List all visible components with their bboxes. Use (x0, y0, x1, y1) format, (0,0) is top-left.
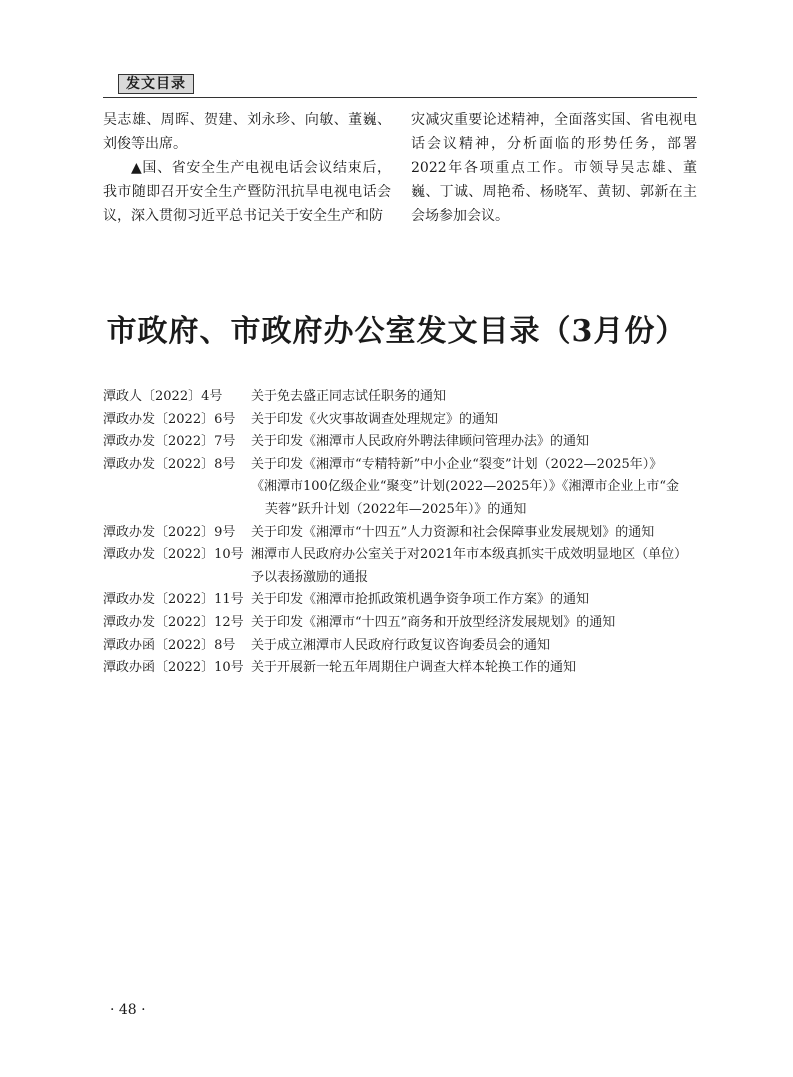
catalog-entry (103, 635, 703, 658)
catalog-list (103, 386, 703, 680)
catalog-entry (103, 522, 703, 545)
catalog-title: 市政府、市政府办公室发文目录（3月份） (106, 314, 687, 349)
document-title-line: 关于成立湘潭市人民政府行政复议咨询委员会的通知 (251, 637, 551, 653)
document-title (251, 589, 703, 612)
catalog-entry (103, 386, 703, 409)
document-number: 潭政办发〔2022〕10号 (103, 547, 244, 563)
document-title (251, 612, 703, 635)
document-number: 潭政办发〔2022〕6号 (103, 411, 236, 427)
document-title-line: 关于印发《湘潭市抢抓政策机遇争资争项工作方案》的通知 (251, 592, 590, 608)
document-title (251, 409, 703, 432)
page-number: · 48 · (110, 1002, 146, 1018)
document-title-line: 芙蓉”跃升计划（2022年—2025年）》的通知 (265, 501, 527, 517)
document-number: 潭政办发〔2022〕12号 (103, 614, 244, 630)
catalog-entry (103, 589, 703, 612)
document-number: 潭政办发〔2022〕9号 (103, 524, 236, 540)
document-title-line: 关于开展新一轮五年周期住户调查大样本轮换工作的通知 (251, 660, 577, 676)
document-title-line: 关于印发《湘潭市人民政府外聘法律顾问管理办法》的通知 (251, 434, 590, 450)
document-title-line: 关于免去盛正同志试任职务的通知 (251, 389, 447, 404)
document-title (251, 454, 703, 522)
document-title-line: 予以表扬激励的通报 (251, 569, 369, 585)
document-title (251, 431, 703, 454)
article-paragraph: 灾减灾重要论述精神，全面落实国、省电视电话会议精神，分析面临的形势任务，部署2022年各项重点工作。市领导吴志雄、董巍、丁诚、周艳希、杨晓军、黄韧、郭新在主会场参加会议。 (411, 112, 697, 224)
article-left-column (103, 108, 391, 228)
document-title (251, 522, 703, 545)
document-title-line: 关于印发《湘潭市“专精特新”中小企业“裂变”计划（2022—2025年）》 (251, 456, 663, 472)
document-title-line: 《湘潭市100亿级企业“聚变”计划(2022—2025年）》《湘潭市企业上市“金 (251, 479, 679, 495)
document-number: 潭政办发〔2022〕8号 (103, 456, 236, 472)
document-number: 潭政人〔2022〕4号 (103, 389, 223, 404)
header-divider (103, 97, 697, 98)
catalog-entry (103, 612, 703, 635)
document-title-line: 湘潭市人民政府办公室关于对2021年市本级真抓实干成效明显地区（单位） (251, 547, 688, 563)
document-title-line: 关于印发《湘潭市“十四五”商务和开放型经济发展规划》的通知 (251, 614, 616, 630)
catalog-entry (103, 454, 703, 522)
document-title-line: 关于印发《湘潭市“十四五”人力资源和社会保障事业发展规划》的通知 (251, 524, 655, 540)
catalog-entry (103, 657, 703, 680)
section-label: 发文目录 (118, 74, 194, 94)
catalog-entry (103, 544, 703, 589)
article-right-column (411, 108, 697, 228)
document-number: 潭政办发〔2022〕7号 (103, 434, 236, 450)
document-title (251, 635, 703, 658)
article-paragraph: ▲国、省安全生产电视电话会议结束后，我市随即召开安全生产暨防汛抗旱电视电话会议，深入贯彻习近平总书记关于安全生产和防 (103, 160, 391, 224)
article-paragraph: 吴志雄、周晖、贺建、刘永珍、向敏、董巍、刘俊等出席。 (103, 112, 391, 152)
document-number: 潭政办函〔2022〕10号 (103, 660, 244, 676)
document-title (251, 657, 703, 680)
document-title (251, 544, 703, 589)
document-number: 潭政办发〔2022〕11号 (103, 592, 244, 608)
document-number: 潭政办函〔2022〕8号 (103, 637, 236, 653)
document-title-line: 关于印发《火灾事故调查处理规定》的通知 (251, 411, 499, 427)
catalog-entry (103, 409, 703, 432)
document-title (251, 386, 703, 409)
catalog-entry (103, 431, 703, 454)
